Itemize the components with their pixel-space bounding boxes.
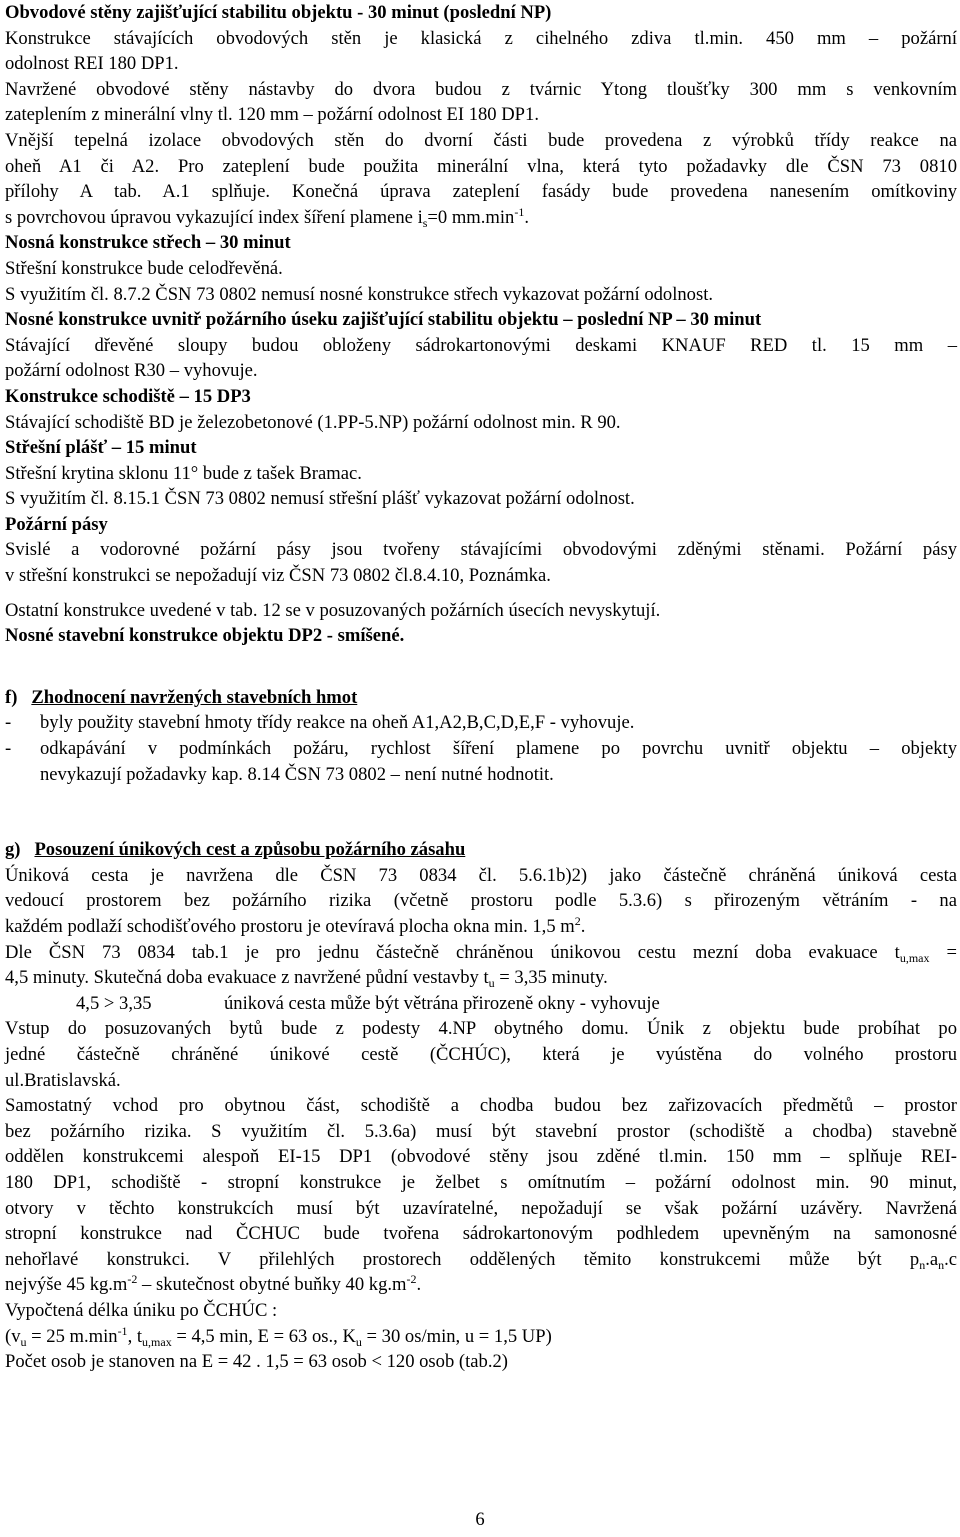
walls-p3-line2: oheň A1 či A2. Pro zateplení bude použita minerální vlna, která tyto požadavky dle ČSN 73 0810 <box>5 155 957 177</box>
escape-p3-line2: jedné částečně chráněné únikové cestě (ČCHÚC), která je vyústěna do volného prostoru <box>5 1043 957 1065</box>
heading-stairs: Konstrukce schodiště – 15 DP3 <box>5 385 251 407</box>
list-item: - byly použity stavební hmoty třídy reakce na oheň A1,A2,B,C,D,E,F - vyhovuje. <box>5 712 635 734</box>
escape-p1-line1: Úniková cesta je navržena dle ČSN 73 0834 čl. 5.6.1b)2) jako částečně chráněná úniková cesta <box>5 864 957 886</box>
walls-p3-line3: přílohy A tab. A.1 splňuje. Konečná úprava zateplení fasády bude provedena nanesením omítkoviny <box>5 181 957 203</box>
walls-p3-line1: Vnější tepelná izolace obvodových stěn do dvorní části bude provedena z výrobků třídy reakce na <box>5 129 957 151</box>
heading-walls: Obvodové stěny zajišťující stabilitu objektu - 30 minut (poslední NP) <box>5 2 552 23</box>
escape-p4-line7: nehořlavé konstrukci. V přilehlých prostorech oddělených těmito konstrukcemi může být $p_n.a_n.c$ <box>5 1248 957 1272</box>
roof-cover-line2: S využitím čl. 8.15.1 ČSN 73 0802 nemusí střešní plášť vykazovat požární odolnost. <box>5 488 635 510</box>
stairs-line1: Stávající schodiště BD je železobetonové (1.PP-5.NP) požární odolnost min. R 90. <box>5 411 621 433</box>
heading-roof-structure: Nosná konstrukce střech – 30 minut <box>5 232 291 254</box>
heading-section-g: g) Posouzení únikových cest a způsobu požárního zásahu <box>5 839 466 861</box>
escape-length-values: ($v_u = 25$ $m.\min^{-1}$, $t_{u,max} = 4,5$ min, E = 63 os., $K_u = 30$ os/min, u = 1,5 UP) <box>5 1323 552 1349</box>
evacuation-comparison: 4,5 > 3,35 úniková cesta může být větrána přirozeně okny - vyhovuje <box>76 992 660 1014</box>
dp2-line: Nosné stavební konstrukce objektu DP2 - smíšené. <box>5 625 405 647</box>
heading-roof-cover: Střešní plášť – 15 minut <box>5 437 197 459</box>
escape-p2-line1: Dle ČSN 73 0834 tab.1 je pro jednu částečně chráněnou únikovou cestu mezní doba evakuace $t_{u,max}$ = <box>5 941 957 965</box>
escape-p1-line2: vedoucí prostorem bez požárního rizika (včetně prostoru podle 5.3.6) s přirozeným větráním - na <box>5 890 957 912</box>
escape-p4-line5: otvory v těchto konstrukcích musí být uzavíratelné, nepožadují se však požární uzávěry. Navržená <box>5 1197 957 1219</box>
fire-strips-line2: v střešní konstrukci se nepožadují viz ČSN 73 0802 čl.8.4.10, Poznámka. <box>5 565 551 587</box>
escape-p4-line1: Samostatný vchod pro obytnou část, schodiště a chodba budou bez zařizovacích předmětů – prostor <box>5 1095 957 1117</box>
inner-structures-line1: Stávající dřevěné sloupy budou obloženy sádrokartonovými deskami KNAUF RED tl. 15 mm – <box>5 334 957 356</box>
inner-structures-line2: požární odolnost R30 – vyhovuje. <box>5 360 258 382</box>
other-structures-line: Ostatní konstrukce uvedené v tab. 12 se v posuzovaných požárních úsecích nevyskytují. <box>5 599 661 621</box>
escape-length-heading: Vypočtená délka úniku po ČCHÚC : <box>5 1299 278 1321</box>
page-number: 6 <box>475 1509 485 1530</box>
escape-p2-line2: 4,5 minuty. Skutečná doba evakuace z navržené půdní vestavby $t_u = 3,35$ minuty. <box>5 967 608 991</box>
escape-p4-line2: bez požárního rizika. S využitím čl. 5.3.6a) musí být stavební prostor (schodiště a chodba) stavebně <box>5 1120 957 1142</box>
heading-section-f: f) Zhodnocení navržených stavebních hmot <box>5 686 358 708</box>
walls-p1-line1: Konstrukce stávajících obvodových stěn je klasická z cihelného zdiva tl.min. 450 mm – požární <box>5 27 957 49</box>
persons-count-line: Počet osob je stanoven na E = 42 . 1,5 = 63 osob < 120 osob (tab.2) <box>5 1351 508 1373</box>
escape-p4-line6: stropní konstrukce nad ČCHUC bude tvořena sádrokartonovým podhledem upevněným na samonosné <box>5 1223 957 1245</box>
fire-strips-line1: Svislé a vodorovné požární pásy jsou tvořeny stávajícími obvodovými zděnými stěnami. Požární pásy <box>5 539 957 561</box>
walls-p1-line2: odolnost REI 180 DP1. <box>5 53 179 75</box>
walls-p2-line2: zateplením z minerální vlny tl. 120 mm – požární odolnost EI 180 DP1. <box>5 104 539 126</box>
roof-structure-line1: Střešní konstrukce bude celodřevěná. <box>5 257 283 279</box>
heading-inner-structures: Nosné konstrukce uvnitř požárního úseku zajišťující stabilitu objektu – poslední NP – 30 minut <box>5 309 762 331</box>
walls-p2-line1: Navržené obvodové stěny nástavby do dvora budou z tvárnic Ytong tloušťky 300 mm s venkovním <box>5 78 957 100</box>
escape-p3-line1: Vstup do posuzovaných bytů bude z podesty 4.NP obytného domu. Únik z objektu bude probíhat po <box>5 1018 957 1040</box>
roof-cover-line1: Střešní krytina sklonu 11° bude z tašek Bramac. <box>5 462 362 484</box>
escape-p4-line4: 180 DP1, schodiště - stropní konstrukce je želbet s omítnutím – požární odolnost min. 90 minut, <box>5 1171 957 1193</box>
heading-fire-strips: Požární pásy <box>5 513 108 535</box>
escape-p3-line3: ul.Bratislavská. <box>5 1069 121 1091</box>
escape-p4-line8: nejvýše 45 $kg.m^{-2}$ – skutečnost obytné buňky 40 $kg.m^{-2}$. <box>5 1272 422 1296</box>
escape-p1-line3: každém podlaží schodišťového prostoru je otevíravá plocha okna min. 1,5 $m^2$. <box>5 914 586 937</box>
walls-p3-line4: s povrchovou úpravou vykazující index šíření plamene $i_s=0$ $mm.\min^{-1}$. <box>5 204 529 230</box>
document-page <box>5 0 957 1375</box>
escape-p4-line3: oddělen konstrukcemi alespoň EI-15 DP1 (obvodové stěny jsou zděné tl.min. 150 mm – splňuje REI- <box>5 1146 957 1168</box>
list-item: - odkapávání v podmínkách požáru, rychlost šíření plamene po povrchu uvnitř objektu – objekty <box>5 738 957 760</box>
list-item-continuation: nevykazují požadavky kap. 8.14 ČSN 73 0802 – není nutné hodnotit. <box>40 763 554 785</box>
roof-structure-line2: S využitím čl. 8.7.2 ČSN 73 0802 nemusí nosné konstrukce střech vykazovat požární odolnost. <box>5 283 714 305</box>
